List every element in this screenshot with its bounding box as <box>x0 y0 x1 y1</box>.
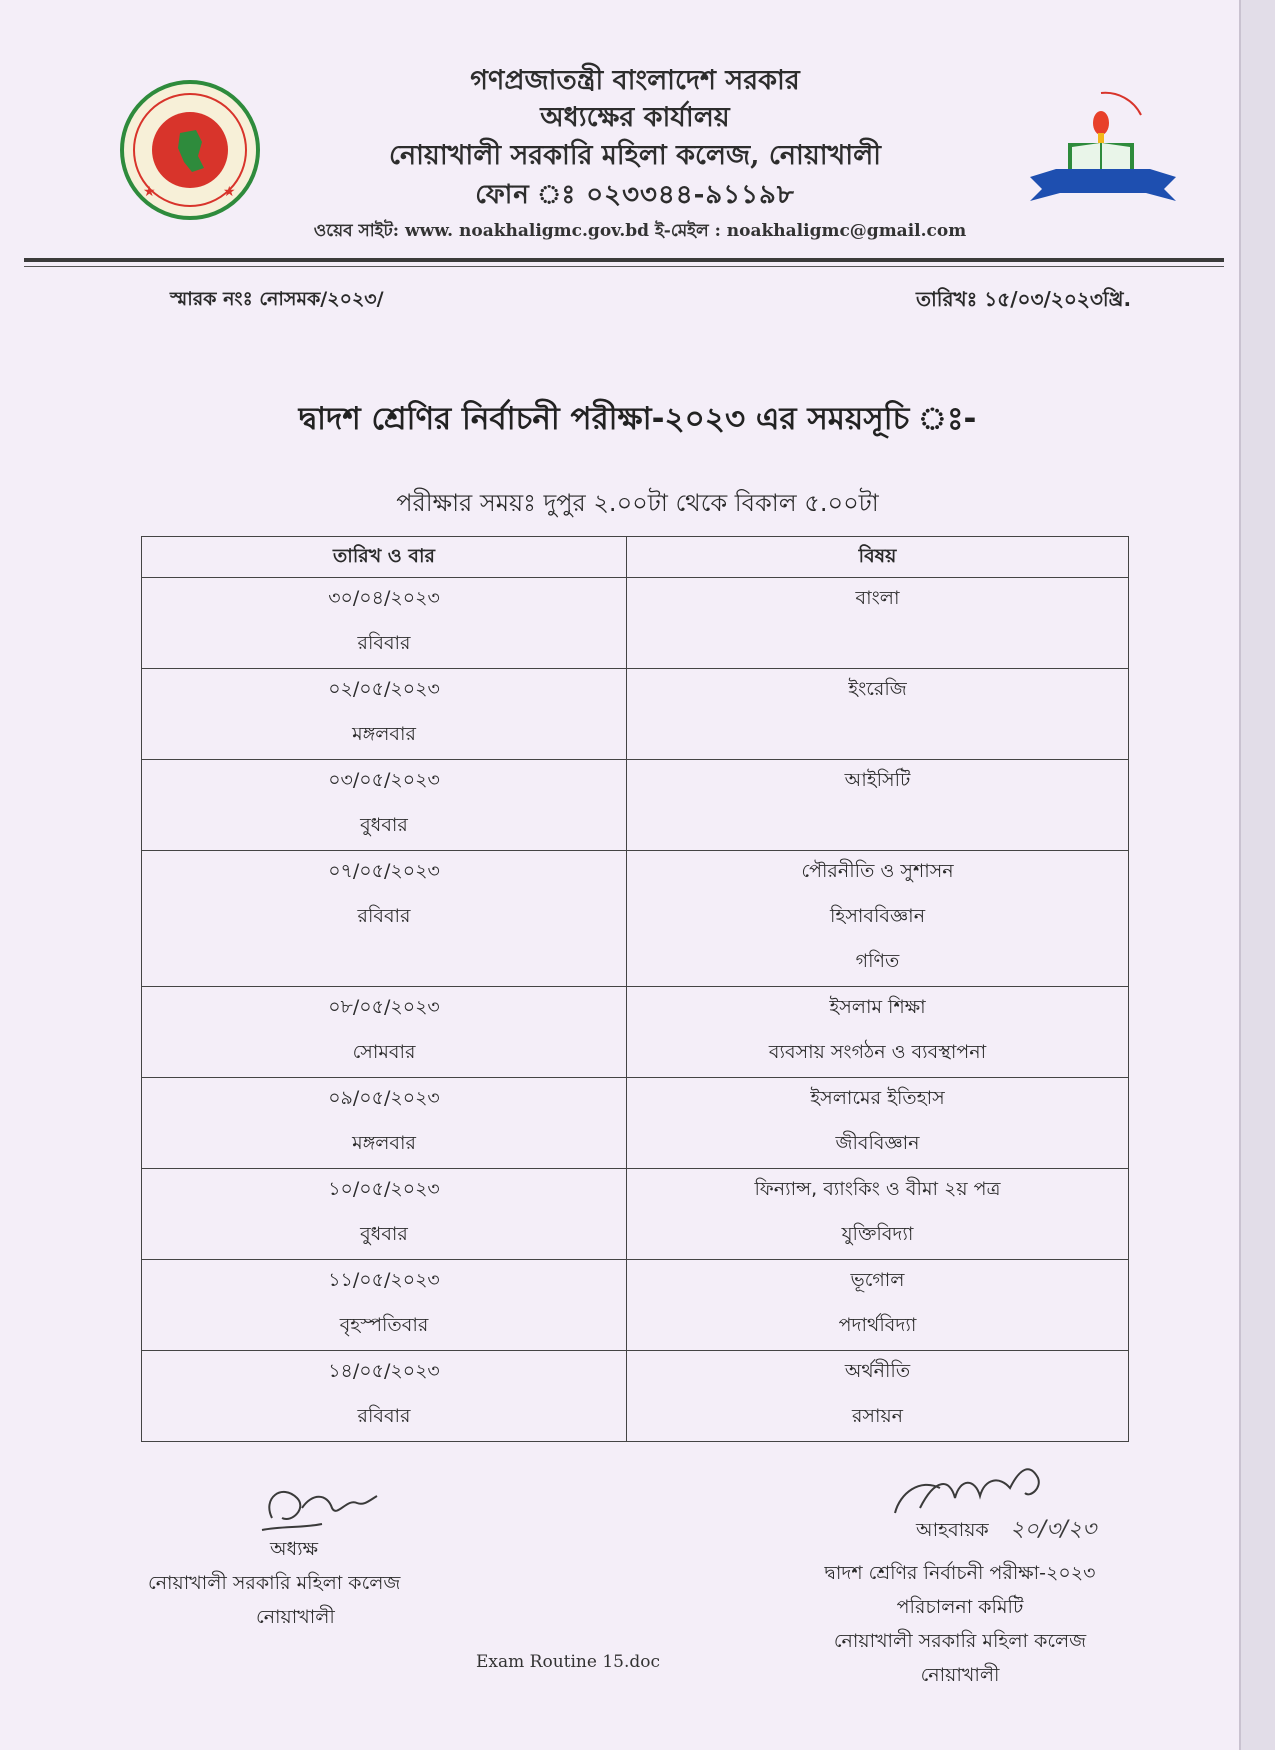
exam-subject: বাংলা <box>855 587 900 609</box>
exam-subject: হিসাববিজ্ঞান <box>829 905 926 927</box>
office-name: অধ্যক্ষের কার্যালয় <box>540 102 730 133</box>
exam-date: ১১/০৫/২০২৩ <box>328 1269 440 1291</box>
exam-date: ১০/০৫/২০২৩ <box>328 1178 440 1200</box>
exam-day: সোমবার <box>352 1041 416 1063</box>
convener-handwritten-date: ২০/৩/২৩ <box>1010 1517 1097 1542</box>
principal-signature-block <box>148 1532 468 1634</box>
exam-date: ৩০/০৪/২০২৩ <box>328 587 440 609</box>
exam-day: বুধবার <box>360 814 408 836</box>
exam-schedule-table <box>141 536 1129 1442</box>
government-name: গণপ্রজাতন্ত্রী বাংলাদেশ সরকার <box>470 65 800 96</box>
table-row <box>142 1168 1128 1259</box>
exam-subject: অর্থনীতি <box>844 1360 911 1382</box>
exam-day: রবিবার <box>357 1405 411 1427</box>
exam-date: ১৪/০৫/২০২৩ <box>328 1360 440 1382</box>
table-row <box>142 1350 1128 1441</box>
table-row <box>142 1259 1128 1350</box>
contact-line: ওয়েব সাইট: www. noakhaligmc.gov.bd ই-মেইল : noakhaligmc@gmail.com <box>313 221 967 241</box>
memo-number: স্মারক নংঃ নোসমক/২০২৩/ <box>170 288 384 310</box>
exam-subject: ইসলামের ইতিহাস <box>810 1087 945 1109</box>
exam-subject: ভূগোল <box>850 1269 905 1291</box>
convener-role: আহবায়ক <box>916 1519 989 1541</box>
exam-day: মঙ্গলবার <box>352 723 416 745</box>
exam-subject: আইসিটি <box>844 769 911 791</box>
principal-college: নোয়াখালী সরকারি মহিলা কলেজ <box>148 1572 401 1594</box>
exam-time: পরীক্ষার সময়ঃ দুপুর ২.০০টা থেকে বিকাল ৫.০০টা <box>396 489 879 517</box>
exam-day: মঙ্গলবার <box>352 1132 416 1154</box>
convener-location: নোয়াখালী <box>920 1664 1000 1686</box>
table-row <box>142 759 1128 850</box>
issue-date: তারিখঃ ১৫/০৩/২০২৩খ্রি. <box>916 287 1132 311</box>
exam-date: ০৭/০৫/২০২৩ <box>328 860 440 882</box>
college-name: নোয়াখালী সরকারি মহিলা কলেজ, নোয়াখালী <box>389 140 881 171</box>
exam-subject: ফিন্যান্স, ব্যাংকিং ও বীমা ২য় পত্র <box>754 1178 1001 1200</box>
principal-location: নোয়াখালী <box>256 1606 335 1628</box>
table-row <box>142 668 1128 759</box>
exam-subject: জীববিজ্ঞান <box>835 1132 920 1154</box>
table-row <box>142 850 1128 986</box>
column-header-date: তারিখ ও বার <box>333 545 435 567</box>
exam-date: ০৯/০৫/২০২৩ <box>328 1087 440 1109</box>
page-edge <box>1239 0 1275 1750</box>
convener-signature-block <box>780 1556 1140 1692</box>
document-filename: Exam Routine 15.doc <box>476 1652 660 1672</box>
exam-date: ০২/০৫/২০২৩ <box>328 678 440 700</box>
exam-subject: ব্যবসায় সংগঠন ও ব্যবস্থাপনা <box>768 1041 987 1063</box>
committee-name: দ্বাদশ শ্রেণির নির্বাচনী পরীক্ষা-২০২৩ <box>824 1562 1096 1584</box>
table-row <box>142 577 1128 668</box>
convener-college: নোয়াখালী সরকারি মহিলা কলেজ <box>833 1630 1087 1652</box>
exam-date: ০৮/০৫/২০২৩ <box>328 996 440 1018</box>
column-header-subject: বিষয় <box>858 545 897 567</box>
exam-subject: যুক্তিবিদ্যা <box>841 1223 914 1245</box>
exam-day: বৃহস্পতিবার <box>339 1314 429 1336</box>
government-seal-logo <box>118 78 262 222</box>
header-divider <box>24 258 1224 262</box>
svg-text:★: ★ <box>223 184 236 200</box>
phone-number: ফোন ঃ ০২৩৩৪৪-৯১১৯৮ <box>475 180 795 210</box>
exam-subject: রসায়ন <box>851 1405 904 1427</box>
exam-day: রবিবার <box>357 632 411 654</box>
table-row <box>142 986 1128 1077</box>
letterhead <box>250 62 1020 214</box>
principal-role: অধ্যক্ষ <box>270 1538 319 1560</box>
exam-subject: পৌরনীতি ও সুশাসন <box>801 860 954 882</box>
exam-subject: পদার্থবিদ্যা <box>838 1314 917 1336</box>
exam-date: ০৩/০৫/২০২৩ <box>328 769 440 791</box>
exam-day: রবিবার <box>357 905 411 927</box>
document-title: দ্বাদশ শ্রেণির নির্বাচনী পরীক্ষা-২০২৩ এর সময়সূচি ঃ- <box>298 401 977 437</box>
table-row <box>142 1077 1128 1168</box>
exam-subject: ইসলাম শিক্ষা <box>829 996 926 1018</box>
exam-subject: গণিত <box>855 950 900 972</box>
exam-subject: ইংরেজি <box>848 678 907 700</box>
header-divider-thin <box>24 266 1224 267</box>
principal-signature <box>252 1478 392 1538</box>
committee-type: পরিচালনা কমিটি <box>896 1596 1024 1618</box>
svg-text:★: ★ <box>143 184 156 200</box>
exam-day: বুধবার <box>360 1223 408 1245</box>
college-logo <box>1026 85 1180 215</box>
table-header-row <box>142 537 1128 577</box>
